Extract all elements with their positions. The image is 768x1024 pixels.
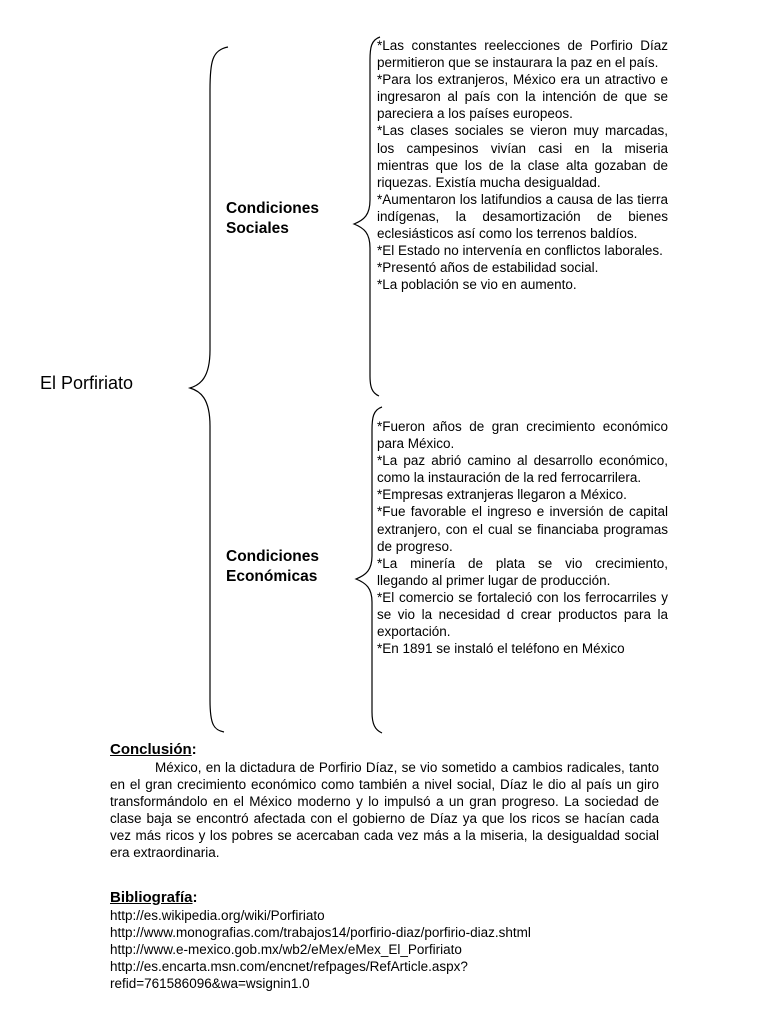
economic-bullet: *Fue favorable el ingreso e inversión de capital extranjero, con el cual se financiaba programas de progreso. — [377, 504, 668, 554]
social-bullet: *Aumentaron los latifundios a causa de las tierra indígenas, la desamortización de bienes eclesiásticos así como los terrenos baldíos. — [377, 191, 668, 242]
economic-bullet: *Empresas extranjeras llegaron a México. — [377, 487, 627, 503]
economic-bullet-list — [377, 418, 668, 657]
bibliography-entry: http://www.monografias.com/trabajos14/porfirio-diaz/porfirio-diaz.shtml — [110, 925, 531, 941]
diagram-title: El Porfiriato — [40, 373, 134, 393]
social-bullet: *Las constantes reelecciones de Porfirio Díaz permitieron que se instaurara la paz en el país. — [377, 38, 668, 71]
economic-bullet: *Fueron años de gran crecimiento económico para México. — [377, 419, 668, 452]
economic-bullet: *La paz abrió camino al desarrollo económico, como la instauración de la red ferrocarrilera. — [377, 453, 668, 486]
bibliography-heading-text: Bibliografía — [110, 889, 193, 906]
social-bullet-list — [377, 37, 668, 293]
bibliography-entry: http://es.wikipedia.org/wiki/Porfiriato — [110, 908, 325, 923]
social-label-line2: Sociales — [226, 220, 289, 237]
economic-bullet: *La minería de plata se vio crecimiento, llegando al primer lugar de producción. — [377, 555, 668, 588]
bibliography-heading-colon: : — [192, 889, 198, 906]
bibliography-heading — [110, 888, 670, 907]
bibliography-section — [110, 888, 670, 992]
conclusion-heading-colon: : — [191, 741, 197, 758]
social-bullet: *Presentó años de estabilidad social. — [377, 260, 599, 276]
social-bullet: *Las clases sociales se vieron muy marcadas, los campesinos vivían casi en la miseria mientras que los de la clase alta gozaban de riquezas. Existía mucha desigualdad. — [377, 123, 668, 190]
social-bullet: *El Estado no intervenía en conflictos laborales. — [377, 243, 663, 259]
social-bullet: *La población se vio en aumento. — [377, 277, 577, 293]
social-bullet: *Para los extranjeros, México era un atractivo e ingresaron al país con la intención de que se pareciera a los países europeos. — [377, 72, 668, 122]
main-brace — [190, 47, 228, 732]
economic-conditions-label — [226, 547, 319, 587]
economic-bullet: *En 1891 se instaló el teléfono en México — [377, 641, 625, 657]
conclusion-heading-text: Conclusión — [110, 741, 192, 758]
social-conditions-label — [226, 199, 319, 239]
conclusion-heading — [110, 740, 659, 759]
economic-label-line1: Condiciones — [226, 548, 320, 565]
bibliography-entry: refid=761586096&wa=wsignin1.0 — [110, 976, 310, 992]
bibliography-entry: http://www.e-mexico.gob.mx/wb2/eMex/eMex_El_Porfiriato — [110, 942, 462, 958]
conclusion-section — [110, 740, 659, 862]
economic-label-line2: Económicas — [226, 568, 318, 585]
social-label-line1: Condiciones — [226, 200, 320, 217]
conclusion-paragraph: México, en la dictadura de Porfirio Díaz, se vio sometido a cambios radicales, tanto en el gran crecimiento económico como también a nivel social, Díaz le dio al país un giro transformándolo en el México moderno y lo impulsó a un gran progreso. La sociedad de clase baja se encontró afectada con el gobierno de Díaz ya que los ricos se hacían cada vez más ricos y los pobres se acercaban cada vez más a la miseria, la desigualdad social era extraordinaria. — [110, 760, 659, 861]
bibliography-entry: http://es.encarta.msn.com/encnet/refpages/RefArticle.aspx? — [110, 959, 468, 975]
economic-bullet: *El comercio se fortaleció con los ferrocarriles y se vio la necesidad d crear productos para la exportación. — [377, 589, 668, 640]
